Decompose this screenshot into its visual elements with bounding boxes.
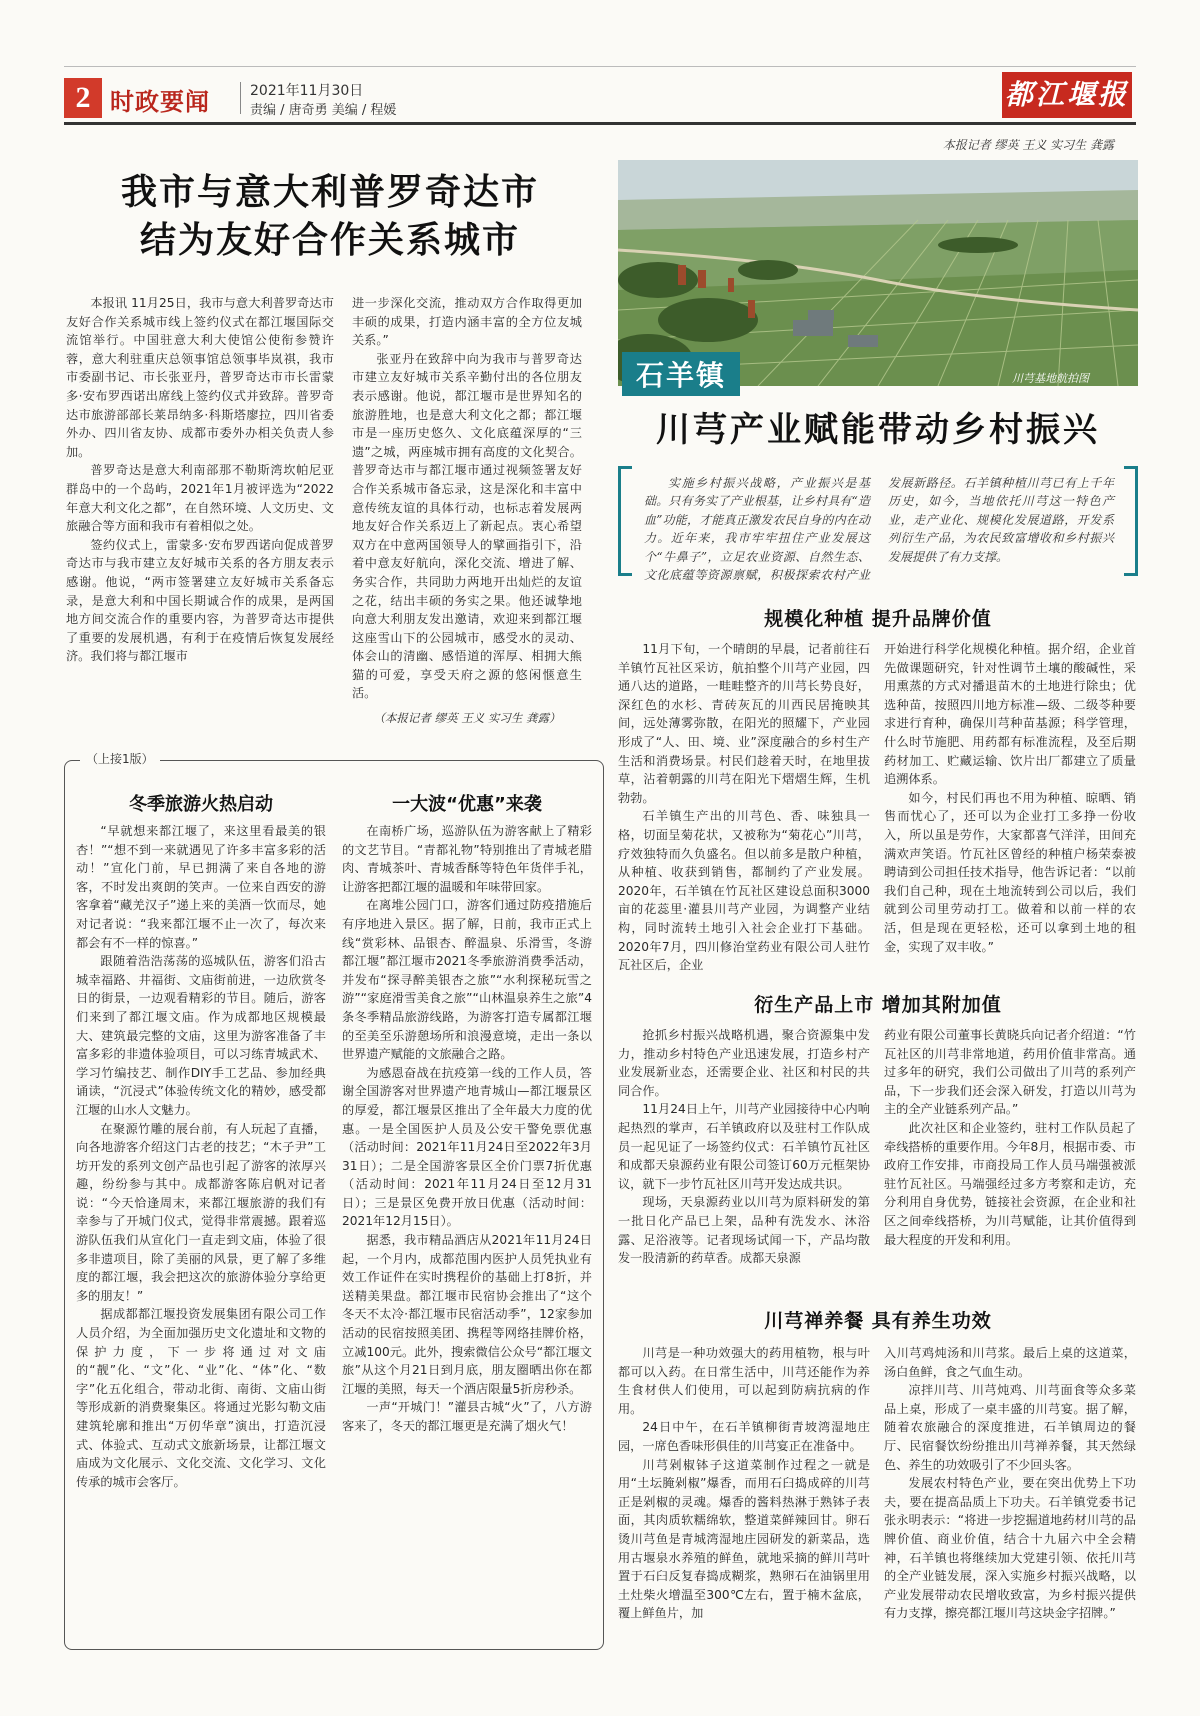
bracket-left <box>618 466 632 576</box>
lead-text <box>644 474 1114 584</box>
continued-column-1 <box>76 790 326 1491</box>
section1-column-1 <box>618 640 870 975</box>
paragraph: 进一步深化交流，推动双方合作取得更加丰硕的成果，打造内涵丰富的全方位友城关系。” <box>352 296 582 348</box>
left-article-title <box>70 168 590 264</box>
newspaper-logo: 都江堰报 <box>1002 72 1132 118</box>
continued-label: （上接1版） <box>80 750 160 767</box>
photo-caption: 川芎基地航拍图 <box>1012 372 1089 385</box>
paragraph: 抢抓乡村振兴战略机遇，聚合资源集中发力，推动乡村特色产业迅速发展，打造乡村产业发展新业态，还需要企业、社区和村民的共同合作。 <box>618 1028 870 1098</box>
paragraph: 在离堆公园门口，游客们通过防疫措施后有序地进入景区。据了解，日前，我市正式上线“赏彩林、品银杏、醉温泉、乐滑雪，冬游都江堰”都江堰市2021冬季旅游消费季活动，并发布“探寻醉美银杏之旅”“水利探秘玩雪之游”“家庭滑雪美食之旅”“山林温泉养生之旅”4条冬季精品旅游线路，为游客打造专属都江堰的至美至乐游憩场所和浪漫意境，走出一条以世界遗产赋能的文旅融合之路。 <box>342 898 592 1062</box>
section3-column-1 <box>618 1344 870 1623</box>
paragraph: 发展农村特色产业，要在突出优势上下功夫，要在提高品质上下功夫。石羊镇党委书记张永明表示：“将进一步挖掘道地药材川芎的品牌价值、商业价值，结合十九届六中全会精神，石羊镇也将继续加大党建引领、依托川芎的全产业链发展，深入实施乡村振兴战略，以产业发展带动农民增收致富，为乡村振兴提供有力支撑，擦亮都江堰川芎这块金字招牌。” <box>884 1476 1136 1621</box>
paragraph: 开始进行科学化规模化种植。据介绍，企业首先做课题研究，针对性调节土壤的酸碱性，采用熏蒸的方式对播退苗木的土地进行除虫；优选种苗，按照四川地方标准—级、二级苓种要求进行育种，确保川芎种苗基源；科学管理，什么时节施肥、用药都有标准流程，及至后期药材加工、贮藏运输、饮片出厂都建立了质量追溯体系。 <box>884 642 1136 787</box>
paragraph: 如今，村民们再也不用为种植、晾晒、销售而忧心了，还可以为企业打工多挣一份收入，所以虽是劳作，大家都喜气洋洋，田间充满欢声笑语。竹瓦社区曾经的种植户杨荣泰被聘请到公司担任技术指导，他告诉记者：“以前我们自己种，现在土地流转到公司以后，我们就到公司里劳动打工。做着和以前一样的农活，但是现在更轻松，还可以拿到土地的租金，实现了双丰收。” <box>884 790 1136 954</box>
paragraph: 普罗奇达是意大利南部那不勒斯湾坎帕尼亚群岛中的一个岛屿，2021年1月被评选为“2022年意大利文化之都”，在自然环境、人文历史、文旅融合等方面和我市有着相似之处。 <box>66 463 334 534</box>
paragraph: 据悉，我市精品酒店从2021年11月24日起，一个月内，成都范围内医护人员凭执业有效工作证件在实时携程价的基础上打8折，并送精美果盘。都江堰市民宿协会推出了“这个冬天不太冷·都江堰市民宿活动季”，12家参加活动的民宿按照美团、携程等网络挂牌价格，立减100元。此外，搜索微信公众号“都江堰文旅”从这个月21日到月底，朋友圈晒出你在都江堰的美照，每天一个酒店限量5折房秒杀。 <box>342 1233 592 1396</box>
top-rule <box>64 66 1136 67</box>
bracket-right <box>1124 466 1138 576</box>
section3-column-2 <box>884 1344 1136 1623</box>
paragraph: 一声“开城门！”灌县古城“火”了，八方游客来了，冬天的都江堰更是充满了烟火气！ <box>342 1400 592 1433</box>
continued-heading-2: 一大波“优惠”来袭 <box>392 794 542 815</box>
paragraph: 11月24日上午，川芎产业园接待中心内响起热烈的掌声，石羊镇政府以及驻村工作队成员一起见证了一场签约仪式：石羊镇竹瓦社区和成都天泉源药业有限公司签订60万元框架协议，就下一步竹瓦社区川芎开发达成共识。 <box>618 1102 870 1191</box>
title-line-2: 结为友好合作关系城市 <box>139 219 520 261</box>
location-tag: 石羊镇 <box>622 352 740 396</box>
section3-heading <box>618 1306 1138 1333</box>
section2-heading <box>618 990 1138 1017</box>
header-divider <box>240 82 241 114</box>
paragraph: 签约仪式上，雷蒙多·安布罗西诺向促成普罗奇达市与我市建立友好城市关系的各方朋友表示感谢。他说，“两市签署建立友好城市关系备忘录，是意大利和中国长期诚合作的成果，是两国地方间交流合作的重要内容，为普罗奇达市提供了重要的发展机遇，有利于在疫情后恢复发展经济。我们将与都江堰市 <box>66 537 334 664</box>
page-header <box>64 78 1136 120</box>
continued-heading-1: 冬季旅游火热启动 <box>129 794 273 815</box>
section-name: 时政要闻 <box>110 88 210 116</box>
header-rule <box>64 122 1136 125</box>
paragraph: 川芎剁椒钵子这道菜制作过程之一就是用“土坛腌剁椒”爆香，而用石臼捣成碎的川芎正是剁椒的灵魂。爆香的酱料热淋于熟钵子表面，其肉质软糯绵软，整道菜鲜辣回甘。卵石烫川芎鱼是青城湾湿地庄园研发的新菜品，选用古堰泉水养殖的鲜鱼，就地采摘的鲜川芎叶置于石臼反复春捣成糊浆，熟卵石在油锅里用土灶柴火增温至300℃左右，置于楠木盆底，覆上鲜鱼片，加 <box>618 1457 870 1621</box>
section1-heading <box>618 604 1138 631</box>
page-number: 2 <box>64 78 102 118</box>
right-article-reporter: 本报记者 缪英 王义 实习生 龚露 <box>942 138 1114 152</box>
section2-heading-text: 衍生产品上市 增加其附加值 <box>754 994 1002 1016</box>
editors: 责编 / 唐奇勇 美编 / 程媛 <box>250 103 397 118</box>
paragraph: 凉拌川芎、川芎炖鸡、川芎面食等众多菜品上桌，形成了一桌丰盛的川芎宴。据了解，随着农旅融合的深度推进，石羊镇周边的餐厅、民宿餐饮纷纷推出川芎禅养餐，其天然绿色、养生的功效吸引了不少回头客。 <box>884 1383 1136 1472</box>
left-article-column-1 <box>66 294 334 666</box>
paragraph: 11月下旬，一个晴朗的早晨，记者前往石羊镇竹瓦社区采访，航拍整个川芎产业园，四通八达的道路，一畦畦整齐的川芎长势良好，深红色的水杉、青砖灰瓦的川西民居掩映其间，远处薄雾弥散，在阳光的照耀下，产业园形成了“人、田、境、业”深度融合的乡村生产生活和消费场景。村民们趁着天时，在地里拔草，沾着朝露的川芎在阳光下熠熠生辉，生机勃勃。 <box>618 642 870 805</box>
lead-paragraph: 实施乡村振兴战略，产业振兴是基础。只有务实了产业根基，让乡村具有“造血”功能，才能真正激发农民自身的内在动力。近年来，我市牢牢扭住产业发展这个“牛鼻子”，立足农业资源、自然生态、文化底蕴等资源禀赋，积极探索农村产业发展新路径。石羊镇种植川芎已有上千年历史，如今，当地依托川芎这一特色产业，走产业化、规模化发展道路，开发系列衍生产品，为农民致富增收和乡村振兴发展提供了有力支撑。 <box>644 476 1114 583</box>
section3-heading-text: 川芎禅养餐 具有养生功效 <box>764 1310 992 1332</box>
paragraph: 据成都都江堰投资发展集团有限公司工作人员介绍，为全面加强历史文化遗址和文物的保护力度，下一步将通过对文庙的“靓”化、“文”化、“业”化、“体”化、“数字”化五化组合，带动北街、南街、文庙山街等形成新的消费聚集区。将通过光影勾勒文庙建筑轮廓和推出“万仞华章”演出，打造沉浸式、体验式、互动式文旅新场景，让都江堰文庙成为文化展示、文化交流、文化学习、文化传承的城市会客厅。 <box>76 1307 326 1489</box>
left-article-column-2 <box>352 294 582 728</box>
paragraph: 为感恩奋战在抗疫第一线的工作人员，答谢全国游客对世界遗产地青城山—都江堰景区的厚爱，都江堰景区推出了全年最大力度的优惠。一是全国医护人员及公安干警免票优惠（活动时间：2021年11月24日至2022年3月31日）；二是全国游客景区全价门票7折优惠（活动时间：2021年11月24日至12月31日）；三是景区免费开放日优惠（活动时间：2021年12月15日）。 <box>342 1065 592 1229</box>
paragraph: 在南桥广场，巡游队伍为游客献上了精彩的文艺节目。“青都礼物”特别推出了青城老腊肉、青城茶叶、青城香酥等特色年货伴手礼，让游客把都江堰的温暖和年味带回家。 <box>342 824 592 894</box>
right-article-title: 川芎产业赋能带动乡村振兴 <box>656 410 1100 450</box>
paragraph: 24日中午，在石羊镇柳街青坡湾湿地庄园，一席色香味形俱佳的川芎宴正在准备中。 <box>618 1420 870 1453</box>
paragraph: 川芎是一种功效强大的药用植物，根与叶都可以入药。在日常生活中，川芎还能作为养生食材供人们使用，可以起到防病抗病的作用。 <box>618 1346 870 1416</box>
section2-column-2 <box>884 1026 1136 1249</box>
issue-date: 2021年11月30日 <box>250 83 364 99</box>
section1-heading-text: 规模化种植 提升品牌价值 <box>764 608 992 630</box>
paragraph: 入川芎鸡炖汤和川芎浆。最后上桌的这道菜，汤白鱼鲜，食之气血生动。 <box>884 1346 1136 1379</box>
section2-column-1 <box>618 1026 870 1268</box>
paragraph: 张亚丹在致辞中向为我市与普罗奇达市建立友好城市关系辛勤付出的各位朋友表示感谢。他说，都江堰市是世界知名的旅游胜地，也是意大利文化之都；都江堰市是一座历史悠久、文化底蕴深厚的“三遗”之城，两座城市拥有高度的文化契合。普罗奇达市与都江堰市通过视频签署友好合作关系城市备忘录，这是深化和丰富中意传统友谊的具体行动，也标志着发展两地友好合作关系迈上了新起点。衷心希望双方在中意两国领导人的擘画指引下，沿着中意友好航向，深化交流、增进了解、务实合作，共同助力两地开出灿烂的友谊之花，结出丰硕的务实之果。他还诚挚地向意大利朋友发出邀请，欢迎来到都江堰这座雪山下的公园城市，感受水的灵动、体会山的清幽、感悟道的浑厚、相拥大熊猫的可爱，享受天府之源的悠闲惬意生活。 <box>352 351 582 701</box>
lead-box <box>618 466 1138 582</box>
paragraph: 跟随着浩浩荡荡的巡城队伍，游客们沿古城幸福路、井福街、文庙街前进，一边欣赏冬日的街景，一边观看精彩的节目。随后，游客们来到了都江堰文庙。作为成都地区规模最大、建筑最完整的文庙，这里为游客准备了丰富多彩的非遗体验项目，可以习练青城武术、学习竹编技艺、制作DIY手工艺品、参加经典诵读，“沉浸式”体验传统文化的精妙，感受都江堰的山水人文魅力。 <box>76 954 326 1117</box>
continued-column-2 <box>342 790 592 1436</box>
paragraph: “早就想来都江堰了，来这里看最美的银杏！”“想不到一来就遇见了许多丰富多彩的活动！”宣化门前，早已拥满了来自各地的游客，不时发出爽朗的笑声。一位来自西安的游客拿着“藏羌汉子”递上来的美酒一饮而尽，她对记者说：“我来都江堰不止一次了，每次来都会有不一样的惊喜。” <box>76 824 326 950</box>
paragraph: 本报讯 11月25日，我市与意大利普罗奇达市友好合作关系城市线上签约仪式在都江堰国际交流馆举行。中国驻意大利大使馆公使衔参赞许蓉，意大利驻重庆总领事馆总领事毕岚祺，我市市委副书记、市长张亚丹，普罗奇达市市长雷蒙多·安布罗西诺出席线上签约仪式并致辞。普罗奇达市旅游部部长莱昂纳多·科斯塔廖拉，四川省委外办、四川省友协、成都市委外办相关负责人参加。 <box>66 296 334 459</box>
title-line-1: 我市与意大利普罗奇达市 <box>120 171 539 213</box>
paragraph: 石羊镇生产出的川芎色、香、味独具一格，切面呈菊花状，又被称为“菊花心”川芎，疗效独特而久负盛名。但以前多是散户种植，从种植、收获到销售，都制约了产业发展。2020年，石羊镇在竹瓦社区建设总面积3000亩的花蕊里·灌县川芎产业园，为调整产业结构，同时流转土地引入社会企业打下基础。2020年7月，四川修治堂药业有限公司人驻竹瓦社区后，企业 <box>618 809 870 973</box>
paragraph: 在聚源竹雕的展台前，有人玩起了直播，向各地游客介绍这门古老的技艺；“木子尹”工坊开发的系列文创产品也引起了游客的浓厚兴趣，纷纷参与其中。成都游客陈启帆对记者说：“今天恰逢周末，来都江堰旅游的我们有幸参与了开城门仪式，觉得非常震撼。跟着巡游队伍我们从宣化门一直走到文庙，体验了很多非遗项目，除了美丽的风景，更了解了多维度的都江堰，我会把这次的旅游体验分享给更多的朋友！” <box>76 1121 326 1303</box>
paragraph: 现场，天泉源药业以川芎为原料研发的第一批日化产品已上架，品种有洗发水、沐浴露、足浴液等。记者现场试闻一下，产品均散发一股清新的药草香。成都天泉源 <box>618 1195 870 1266</box>
left-article-byline: （本报记者 缪英 王义 实习生 龚露） <box>373 711 561 726</box>
section1-column-2 <box>884 640 1136 956</box>
paragraph: 药业有限公司董事长黄晓兵向记者介绍道：“竹瓦社区的川芎非常地道，药用价值非常高。通过多年的研究，我们公司做出了川芎的系列产品，下一步我们还会深入研发，打造以川芎为主的全产业链系列产品。” <box>884 1028 1136 1117</box>
paragraph: 此次社区和企业签约，驻村工作队员起了牵线搭桥的重要作用。今年8月，根据市委、市政府工作安排，市商投局工作人员马端强被派驻竹瓦社区。马端强经过多方考察和走访，充分利用自身优势，链接社会资源，在企业和社区之间牵线搭桥，为川芎赋能，让其价值得到最大程度的开发和利用。 <box>884 1120 1136 1247</box>
